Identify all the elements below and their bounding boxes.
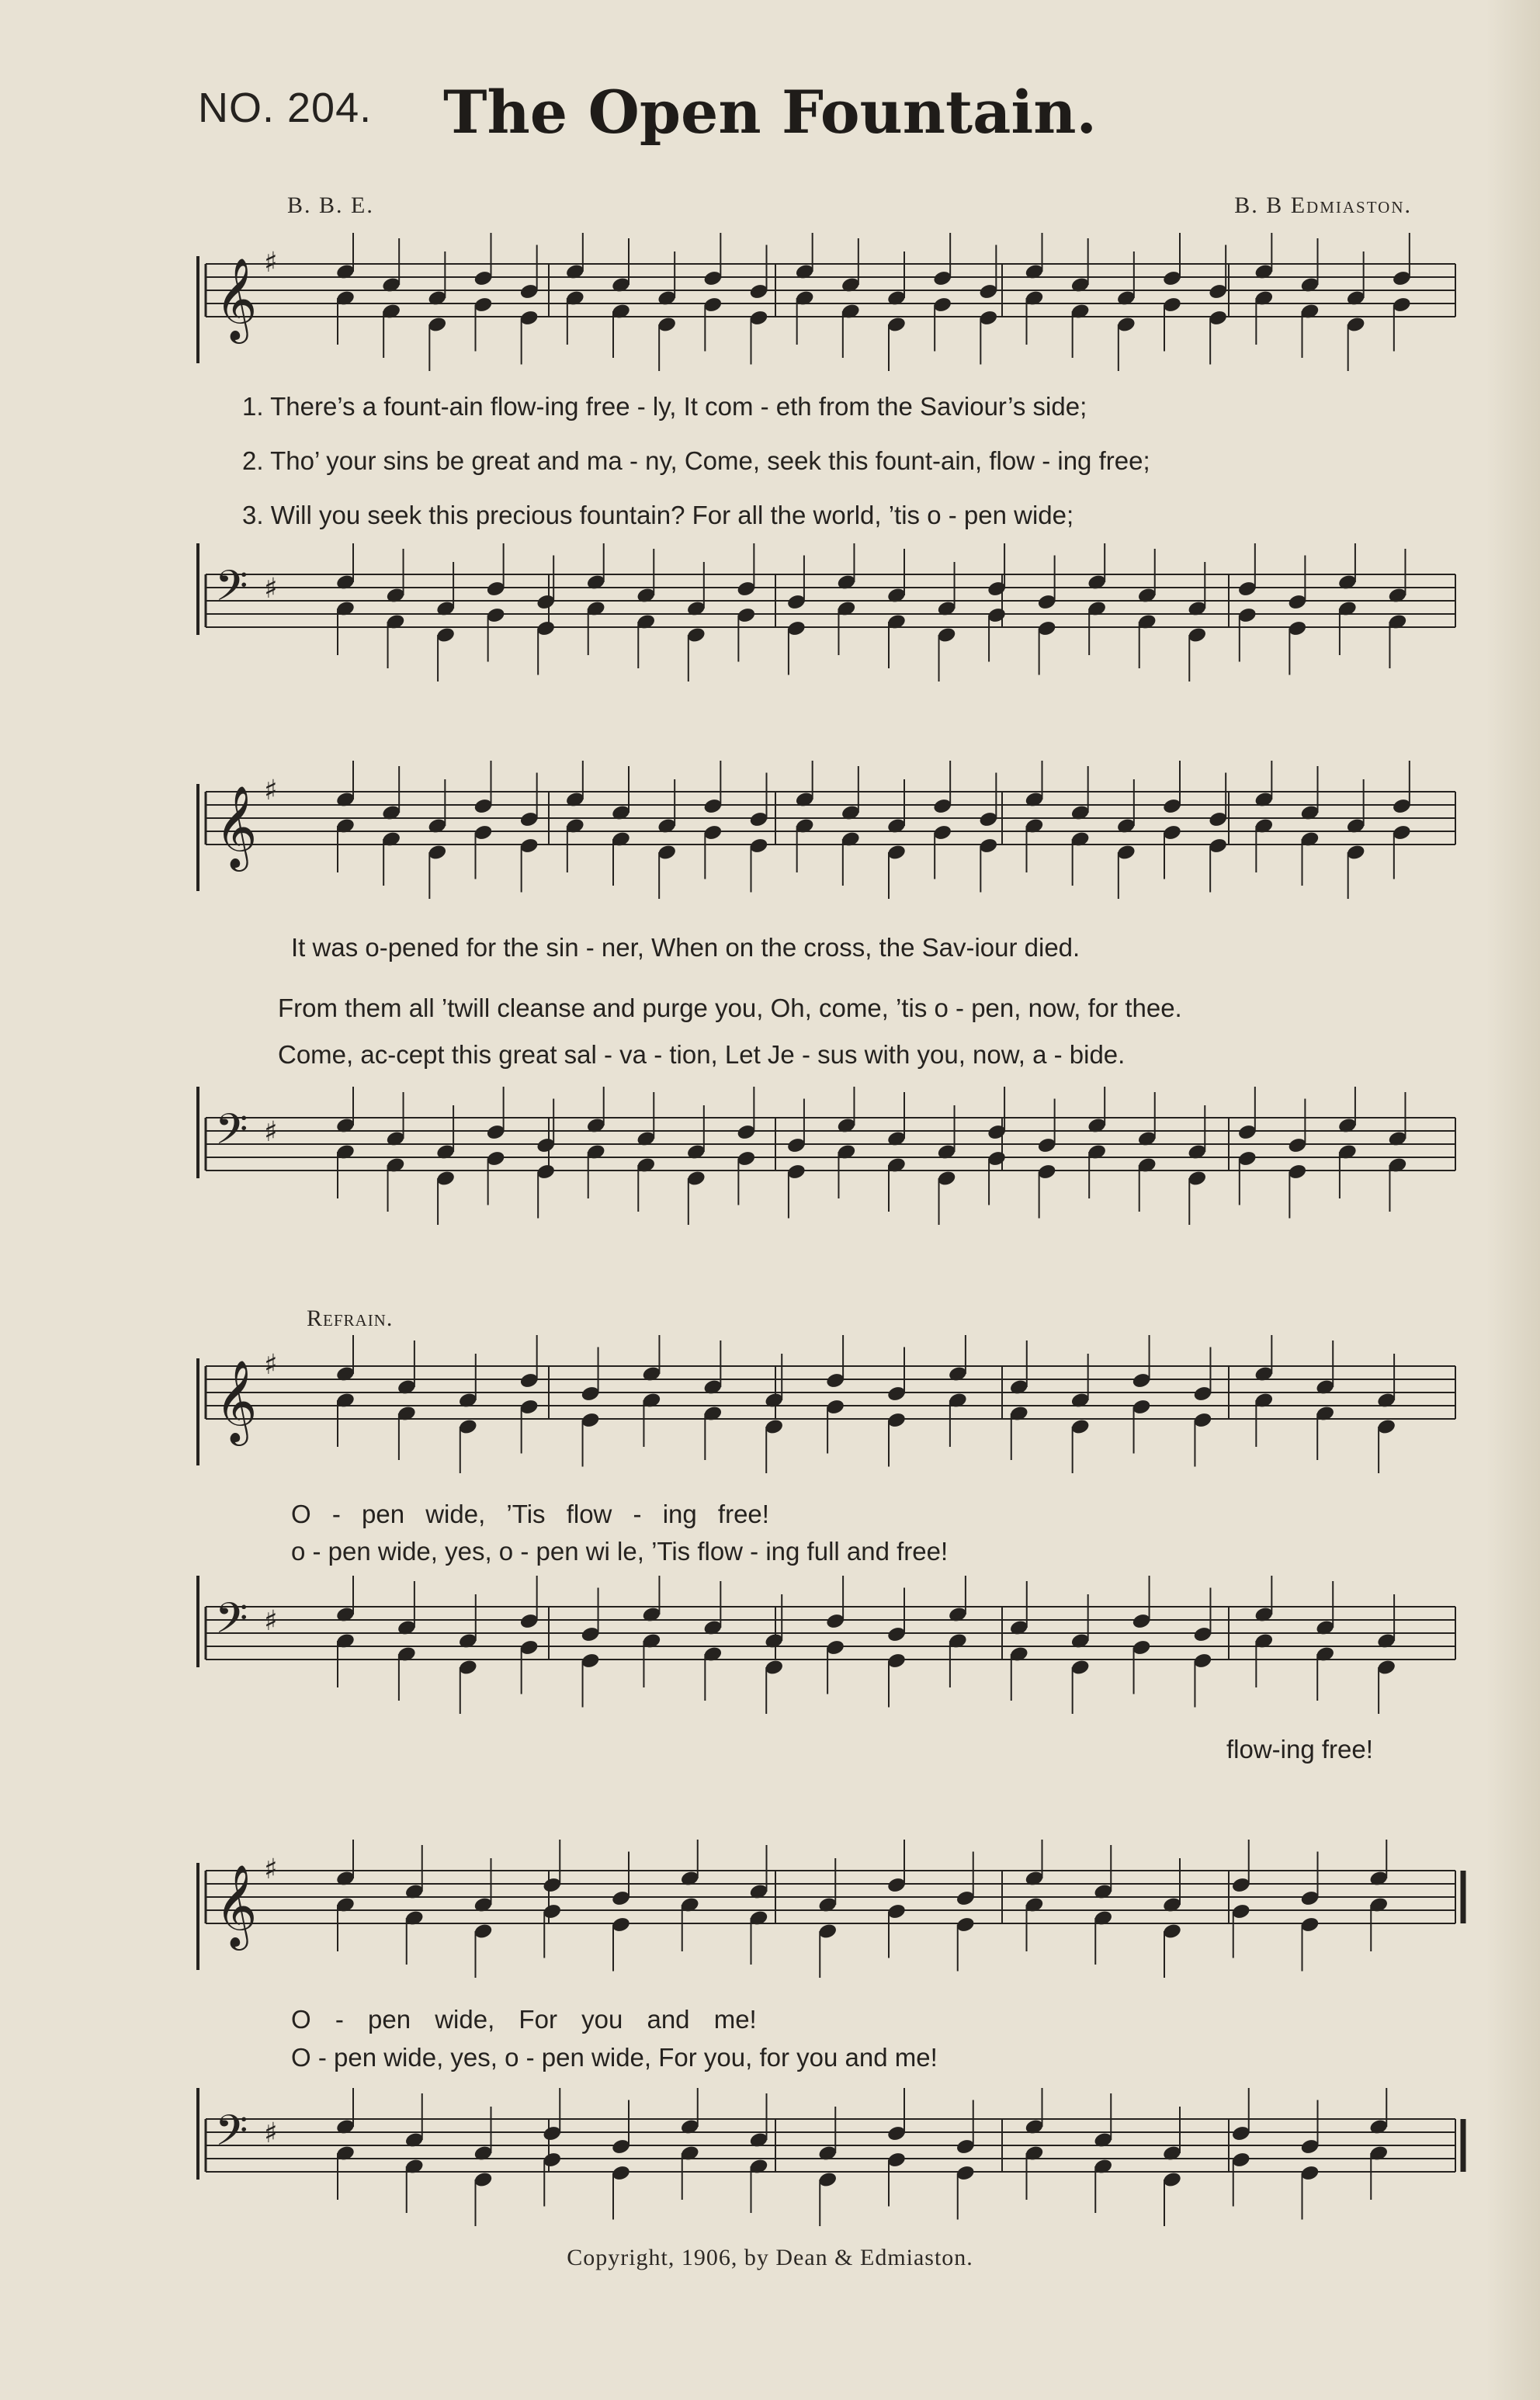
verse-3-line-1: 3. Will you seek this precious fountain? For all the world, ’tis o - pen wide; — [242, 501, 1074, 529]
sharp-key-signature-icon: ♯ — [264, 2117, 278, 2149]
refrain-line-1-bass: flow-ing free! — [1226, 1735, 1373, 1764]
sharp-key-signature-icon: ♯ — [264, 1605, 278, 1637]
sharp-key-signature-icon: ♯ — [264, 1854, 278, 1885]
composer-credit: B. B Edmiaston. — [1234, 192, 1412, 218]
treble-staff-system-4 — [0, 1840, 1540, 1995]
verse-3-line-2: Come, ac-cept this great sal - va - tion, Let Je - sus with you, now, a - bide. — [278, 1040, 1126, 1069]
verse-2-line-2: From them all ’twill cleanse and purge you, Oh, come, ’tis o - pen, now, for thee. — [278, 994, 1182, 1022]
refrain-line-1-alto: o - pen wide, yes, o - pen wi le, ’Tis flow - ing full and free! — [291, 1537, 949, 1566]
treble-staff-system-3 — [0, 1335, 1540, 1490]
treble-staff-system-1 — [0, 233, 1540, 388]
treble-clef-icon: 𝄞 — [215, 257, 258, 340]
refrain-label: Refrain. — [307, 1306, 394, 1331]
treble-clef-icon: 𝄞 — [215, 1864, 258, 1947]
refrain-line-2-soprano: O - pen wide, For you and me! — [291, 2005, 757, 2034]
verse-1-line-1: 1. There’s a fount-ain flow-ing free - ly, It com - eth from the Saviour’s side; — [242, 392, 1087, 421]
sharp-key-signature-icon: ♯ — [264, 247, 278, 279]
bass-clef-icon: 𝄢 — [215, 1105, 248, 1164]
bass-clef-icon: 𝄢 — [215, 561, 248, 621]
bass-staff-system-3 — [0, 1576, 1540, 1731]
verse-1-line-2: It was o-pened for the sin - ner, When on the cross, the Sav-iour died. — [291, 933, 1080, 962]
sharp-key-signature-icon: ♯ — [264, 775, 278, 806]
lyricist-credit: B. B. E. — [287, 192, 374, 218]
sharp-key-signature-icon: ♯ — [264, 573, 278, 605]
bass-staff-system-1 — [0, 543, 1540, 699]
verse-2-line-1: 2. Tho’ your sins be great and ma - ny, Come, seek this fount-ain, flow - ing free; — [242, 446, 1150, 475]
hymn-title: The Open Fountain. — [443, 78, 1097, 147]
treble-clef-icon: 𝄞 — [215, 785, 258, 868]
bass-staff-system-4 — [0, 2088, 1540, 2243]
refrain-line-1-soprano: O - pen wide, ’Tis flow - ing free! — [291, 1500, 769, 1528]
bass-clef-icon: 𝄢 — [215, 1594, 248, 1653]
copyright-notice: Copyright, 1906, by Dean & Edmiaston. — [567, 2245, 973, 2270]
bass-clef-icon: 𝄢 — [215, 2106, 248, 2166]
treble-clef-icon: 𝄞 — [215, 1359, 258, 1442]
sharp-key-signature-icon: ♯ — [264, 1116, 278, 1148]
refrain-line-2-alto: O - pen wide, yes, o - pen wide, For you, for you and me! — [291, 2043, 938, 2072]
hymn-number: NO. 204. — [198, 85, 373, 131]
bass-staff-system-2 — [0, 1087, 1540, 1242]
treble-staff-system-2 — [0, 761, 1540, 916]
sharp-key-signature-icon: ♯ — [264, 1349, 278, 1381]
